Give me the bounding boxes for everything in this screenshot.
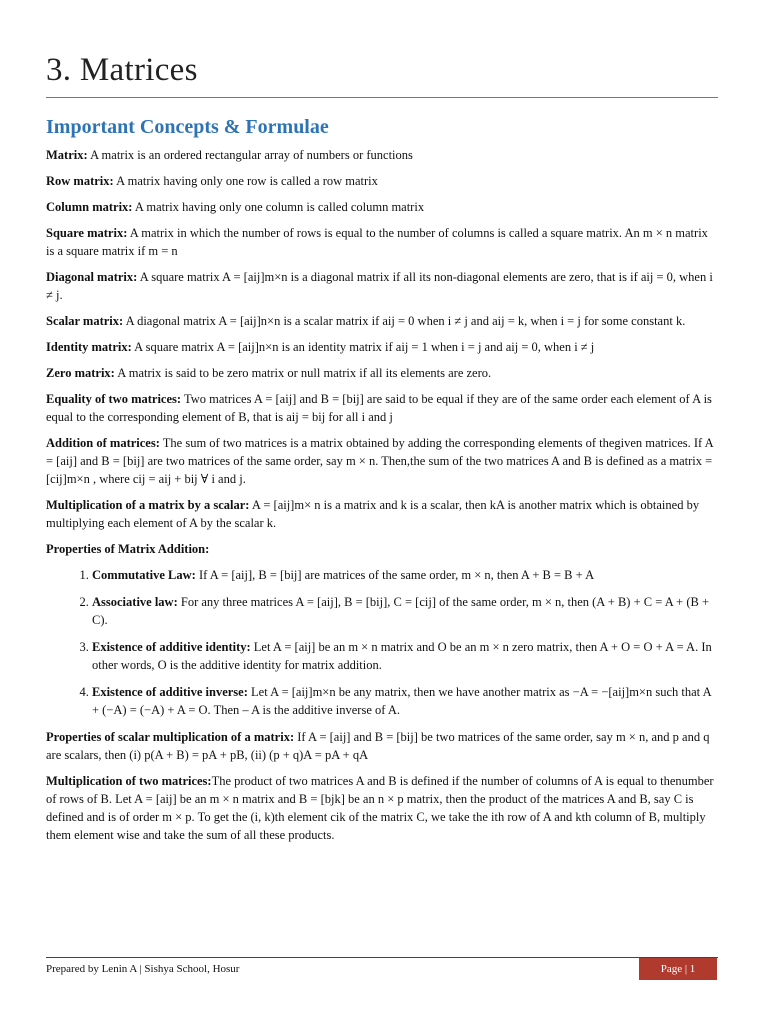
def-text: A = [aij]m× n is a matrix and k is a scalar, then kA is another matrix which is obtained by multiplying each element of A by the scalar k. — [46, 498, 700, 530]
def-equality — [46, 390, 718, 426]
def-row-matrix — [46, 172, 718, 190]
def-term: Multiplication of a matrix by a scalar: — [46, 498, 250, 512]
def-term: Addition of matrices: — [46, 436, 160, 450]
item-text: Let A = [aij] be an m × n matrix and O be an m × n zero matrix, then A + O = O + A = A. In other words, O is the additive identity for matrix addition. — [92, 640, 712, 672]
def-zero-matrix — [46, 364, 718, 382]
def-term: Square matrix: — [46, 226, 128, 240]
page-title: 3. Matrices — [46, 52, 198, 88]
def-term: Matrix: — [46, 148, 88, 162]
def-text: A square matrix A = [aij]n×n is an identity matrix if aij = 1 when i = j and aij = 0, when i ≠ j — [131, 340, 595, 354]
def-term: Row matrix: — [46, 174, 114, 188]
item-term: Associative law: — [92, 595, 178, 609]
item-text: If A = [aij], B = [bij] are matrices of the same order, m × n, then A + B = B + A — [195, 568, 595, 582]
def-identity-matrix — [46, 338, 718, 356]
def-diagonal-matrix — [46, 268, 718, 304]
document-body — [46, 146, 718, 852]
def-text: A matrix having only one row is called a row matrix — [113, 174, 378, 188]
properties-list — [46, 566, 718, 719]
def-term: Identity matrix: — [46, 340, 132, 354]
item-term: Existence of additive identity: — [92, 640, 251, 654]
def-text: A diagonal matrix A = [aij]n×n is a scalar matrix if aij = 0 when i ≠ j and aij = k, when i = j for some constant k. — [123, 314, 686, 328]
def-text: The sum of two matrices is a matrix obtained by adding the corresponding elements of thegiven matrices. If A = [aij] and B = [bij] are two matrices of the same order, say m × n. Then,the sum of the two matrices A and B is defined as a matrix = [cij]m×n , where cij = aij + bij ∀ i and j. — [46, 436, 713, 486]
item-term: Commutative Law: — [92, 568, 196, 582]
footer-author: Prepared by Lenin A | Sishya School, Hosur — [46, 963, 240, 975]
def-text: The product of two matrices A and B is defined if the number of columns of A is equal to thenumber of rows of B. Let A = [aij] be an m × n matrix and B = [bjk] be an n × p matrix, then the product of the matrices A and B, say C is defined and is of order m × p. To get the (i, k)th element cik of the matrix C, we take the ith row of A and kth column of B, multiply them element wise and take the sum of all these products. — [46, 774, 714, 842]
def-scalar-properties — [46, 728, 718, 764]
def-text: If A = [aij] and B = [bij] be two matrices of the same order, say m × n, and p and q are scalars, then (i) p(A + B) = pA + pB, (ii) (p + q)A = pA + qA — [46, 730, 710, 762]
def-term: Zero matrix: — [46, 366, 115, 380]
def-text: A matrix is said to be zero matrix or null matrix if all its elements are zero. — [114, 366, 492, 380]
def-column-matrix — [46, 198, 718, 216]
def-text: A square matrix A = [aij]m×n is a diagonal matrix if all its non-diagonal elements are zero, that is if aij = 0, when i ≠ j. — [46, 270, 713, 302]
def-scalar-multiplication — [46, 496, 718, 532]
def-term: Equality of two matrices: — [46, 392, 182, 406]
def-text: A matrix in which the number of rows is equal to the number of columns is called a square matrix. An m × n matrix is a square matrix if m = n — [46, 226, 708, 258]
def-scalar-matrix — [46, 312, 718, 330]
def-addition — [46, 434, 718, 488]
def-term: Properties of scalar multiplication of a matrix: — [46, 730, 295, 744]
list-item — [92, 638, 718, 674]
list-item — [92, 683, 718, 719]
list-item — [92, 566, 718, 584]
item-text: Let A = [aij]m×n be any matrix, then we have another matrix as −A = −[aij]m×n such that A + (−A) = (−A) + A = O. Then – A is the additive inverse of A. — [92, 685, 711, 717]
def-square-matrix — [46, 224, 718, 260]
section-heading: Important Concepts & Formulae — [46, 116, 329, 138]
def-term: Multiplication of two matrices: — [46, 774, 212, 788]
properties-heading — [46, 540, 718, 558]
def-term: Column matrix: — [46, 200, 133, 214]
def-matrix-multiplication — [46, 772, 718, 844]
page-number-badge: Page | 1 — [639, 958, 717, 980]
footer-divider — [46, 957, 718, 958]
def-term: Scalar matrix: — [46, 314, 124, 328]
title-divider — [46, 97, 718, 98]
def-text: Two matrices A = [aij] and B = [bij] are said to be equal if they are of the same order each element of A is equal to the corresponding element of B, that is aij = bij for all i and j — [46, 392, 712, 424]
def-term: Diagonal matrix: — [46, 270, 138, 284]
def-matrix — [46, 146, 718, 164]
properties-heading-label: Properties of Matrix Addition: — [46, 542, 210, 556]
item-text: For any three matrices A = [aij], B = [bij], C = [cij] of the same order, m × n, then (A + B) + C = A + (B + C). — [92, 595, 710, 627]
def-text: A matrix is an ordered rectangular array of numbers or functions — [87, 148, 413, 162]
item-term: Existence of additive inverse: — [92, 685, 248, 699]
def-text: A matrix having only one column is called column matrix — [132, 200, 425, 214]
list-item — [92, 593, 718, 629]
